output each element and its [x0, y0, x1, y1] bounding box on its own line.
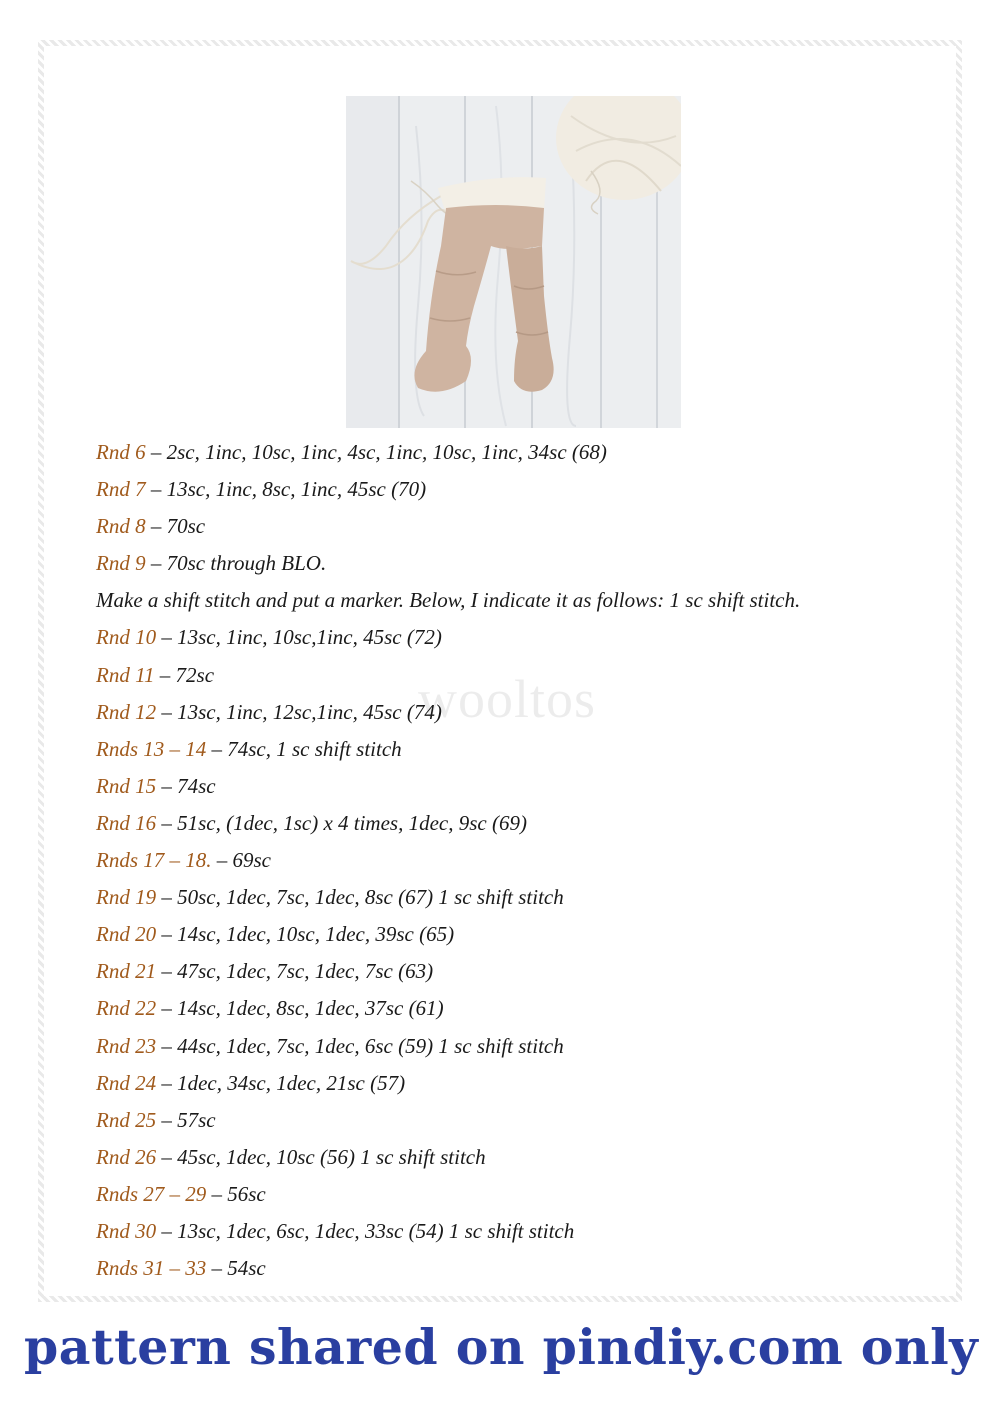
- round-text: – 70sc: [145, 514, 206, 539]
- pattern-line: [96, 771, 956, 808]
- round-text: – 1dec, 34sc, 1dec, 21sc (57): [156, 1070, 406, 1095]
- pattern-line: [96, 734, 956, 771]
- pattern-line: [96, 845, 956, 882]
- pattern-line: [96, 956, 956, 993]
- round-label: Rnd 7: [96, 477, 146, 502]
- round-label: Rnd 9: [96, 551, 146, 576]
- round-label: Rnd 25: [96, 1107, 157, 1132]
- round-label: Rnd 19: [96, 885, 157, 910]
- pattern-line: [96, 1216, 956, 1253]
- pattern-line: [96, 1253, 956, 1290]
- pattern-line: [96, 919, 956, 956]
- round-text: – 14sc, 1dec, 10sc, 1dec, 39sc (65): [156, 922, 455, 947]
- footer-banner: pattern shared on pindiy.com only: [24, 1318, 979, 1376]
- round-text: – 13sc, 1inc, 10sc,1inc, 45sc (72): [156, 625, 442, 650]
- round-text: – 47sc, 1dec, 7sc, 1dec, 7sc (63): [156, 959, 434, 984]
- round-label: Rnd 24: [96, 1070, 157, 1095]
- round-text: – 70sc through BLO.: [145, 551, 327, 576]
- round-label: Rnd 20: [96, 922, 157, 947]
- round-text: – 57sc: [156, 1107, 216, 1132]
- pattern-line: [96, 882, 956, 919]
- pattern-line: [96, 548, 956, 585]
- round-label: Rnds 13 – 14: [96, 736, 207, 761]
- round-text: – 50sc, 1dec, 7sc, 1dec, 8sc (67) 1 sc shift stitch: [156, 885, 564, 910]
- pattern-line: [96, 474, 956, 511]
- round-label: Rnds 27 – 29: [96, 1181, 207, 1206]
- round-text: – 74sc, 1 sc shift stitch: [206, 736, 402, 761]
- round-label: Rnd 26: [96, 1144, 157, 1169]
- pattern-line: [96, 1179, 956, 1216]
- round-text: – 14sc, 1dec, 8sc, 1dec, 37sc (61): [156, 996, 444, 1021]
- pattern-instructions: [96, 437, 956, 1290]
- round-label: Rnd 21: [96, 959, 157, 984]
- round-text: – 45sc, 1dec, 10sc (56) 1 sc shift stitch: [156, 1144, 486, 1169]
- pattern-line: [96, 511, 956, 548]
- pattern-line: [96, 993, 956, 1030]
- pattern-line: [96, 660, 956, 697]
- round-label: Rnd 12: [96, 699, 157, 724]
- watermark-text: wooltos: [418, 669, 597, 729]
- round-text: – 56sc: [206, 1181, 266, 1206]
- pattern-line: [96, 697, 956, 734]
- round-label: Rnd 15: [96, 773, 157, 798]
- round-text: – 2sc, 1inc, 10sc, 1inc, 4sc, 1inc, 10sc, 1inc, 34sc (68): [145, 440, 607, 464]
- round-label: Rnds 17 – 18.: [96, 848, 212, 873]
- round-text: – 13sc, 1inc, 12sc,1inc, 45sc (74): [156, 699, 442, 724]
- round-text: – 13sc, 1dec, 6sc, 1dec, 33sc (54) 1 sc shift stitch: [156, 1218, 575, 1243]
- round-label: Rnd 10: [96, 625, 157, 650]
- round-text: Make a shift stitch and put a marker. Below, I indicate it as follows: 1 sc shift stitch.: [96, 588, 801, 613]
- round-label: Rnd 6: [96, 440, 146, 464]
- round-label: Rnd 11: [96, 662, 155, 687]
- pattern-line: [96, 437, 956, 474]
- pattern-line: [96, 1068, 956, 1105]
- round-text: – 74sc: [156, 773, 216, 798]
- round-label: Rnd 8: [96, 514, 146, 539]
- pattern-line: [96, 622, 956, 659]
- round-label: Rnd 16: [96, 810, 157, 835]
- round-label: Rnd 22: [96, 996, 157, 1021]
- pattern-photo: [346, 96, 681, 428]
- pattern-line: [96, 808, 956, 845]
- round-text: – 69sc: [211, 848, 271, 873]
- pattern-line: [96, 1142, 956, 1179]
- round-label: Rnd 23: [96, 1033, 157, 1058]
- round-text: – 13sc, 1inc, 8sc, 1inc, 45sc (70): [145, 477, 427, 502]
- pattern-line: [96, 1031, 956, 1068]
- round-text: – 72sc: [154, 662, 215, 687]
- doll-legs-image: [346, 96, 681, 428]
- round-text: – 44sc, 1dec, 7sc, 1dec, 6sc (59) 1 sc shift stitch: [156, 1033, 564, 1058]
- round-label: Rnd 30: [96, 1218, 157, 1243]
- round-text: – 54sc: [206, 1256, 266, 1281]
- pattern-line: [96, 1105, 956, 1142]
- pattern-line: [96, 585, 956, 622]
- round-text: – 51sc, (1dec, 1sc) x 4 times, 1dec, 9sc (69): [156, 810, 527, 835]
- round-label: Rnds 31 – 33: [96, 1256, 207, 1281]
